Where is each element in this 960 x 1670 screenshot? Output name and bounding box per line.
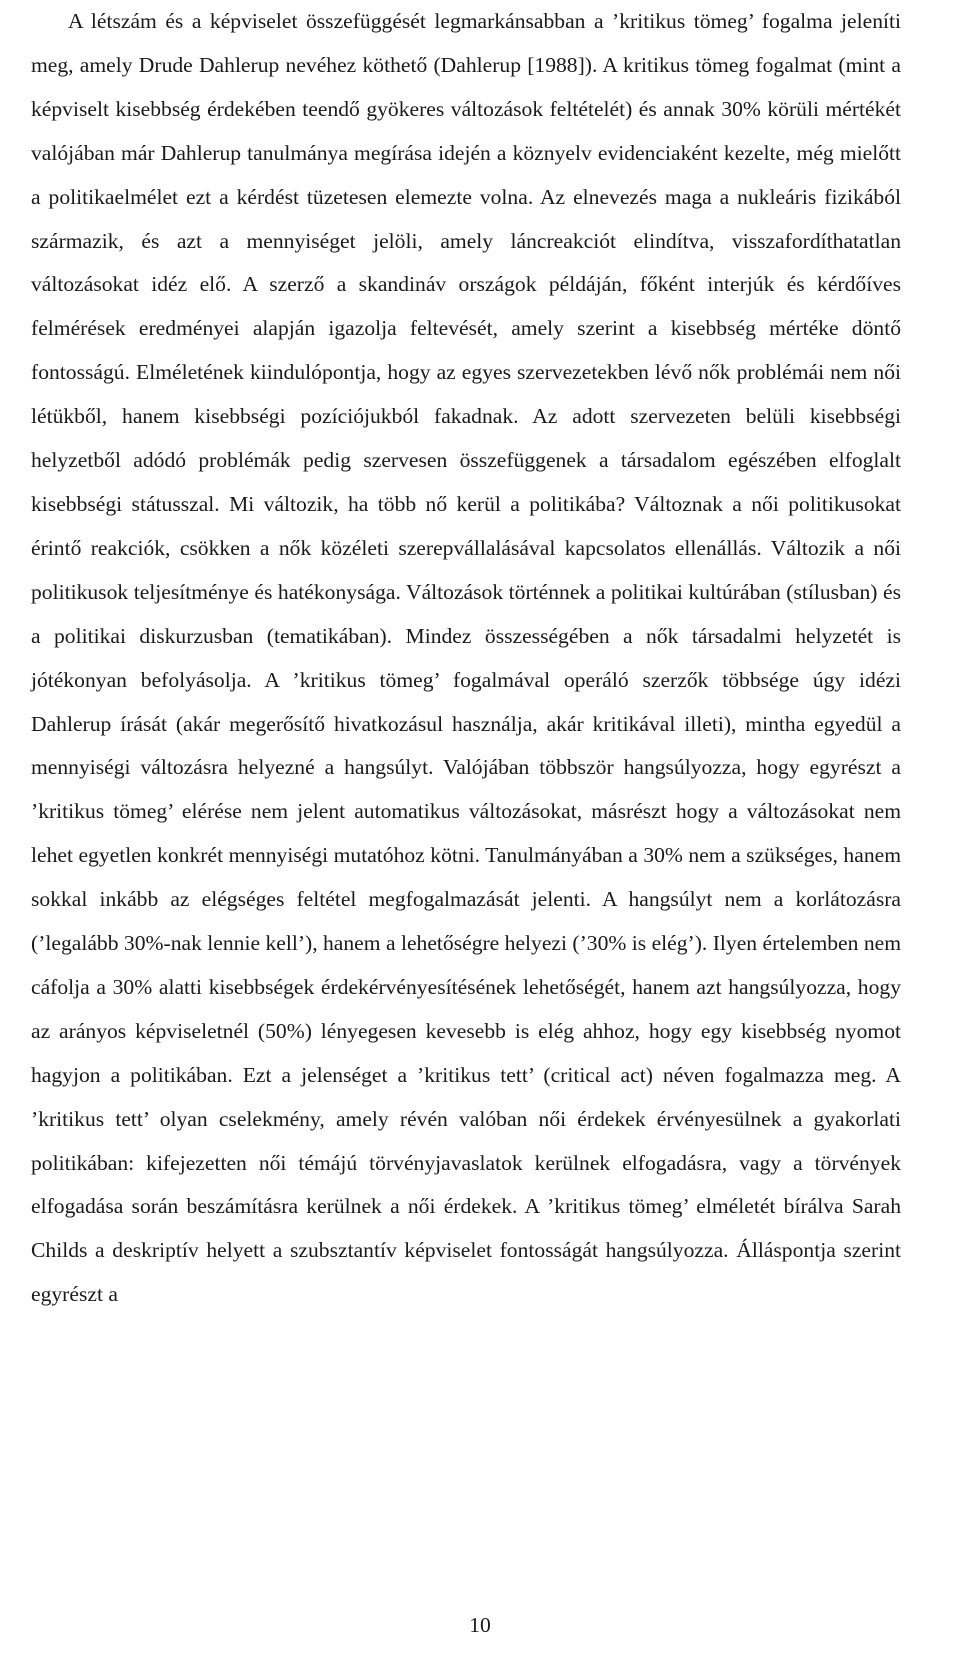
body-paragraph: A létszám és a képviselet összefüggését legmarkánsabban a ’kritikus tömeg’ fogalma jeleníti meg, amely Drude Dahlerup nevéhez köthető (Dahlerup [1988]). A kritikus tömeg fogalmat (mint a képviselt kisebbség érdekében teendő gyökeres változások feltételét) és annak 30% körüli mértékét valójában már Dahlerup tanulmánya megírása idején a köznyelv evidenciaként kezelte, még mielőtt a politikaelmélet ezt a kérdést tüzetesen elemezte volna. Az elnevezés maga a nukleáris fizikából származik, és azt a mennyiséget jelöli, amely láncreakciót elindítva, visszafordíthatatlan változásokat idéz elő. A szerző a skandináv országok példáján, főként interjúk és kérdőíves felmérések eredményei alapján igazolja feltevését, amely szerint a kisebbség mértéke döntő fontosságú. Elméletének kiindulópontja, hogy az egyes szervezetekben lévő nők problémái nem női létükből, hanem kisebbségi pozíciójukból fakadnak. Az adott szervezeten belüli kisebbségi helyzetből adódó problémák pedig szervesen összefüggenek a társadalom egészében elfoglalt kisebbségi státusszal. Mi változik, ha több nő kerül a politikába? Változnak a női politikusokat érintő reakciók, csökken a nők közéleti szerepvállalásával kapcsolatos ellenállás. Változik a női politikusok teljesítménye és hatékonysága. Változások történnek a politikai kultúrában (stílusban) és a politikai diskurzusban (tematikában). Mindez összességében a nők társadalmi helyzetét is jótékonyan befolyásolja. A ’kritikus tömeg’ fogalmával operáló szerzők többsége úgy idézi Dahlerup írását (akár megerősítő hivatkozásul használja, akár kritikával illeti), mintha egyedül a mennyiségi változásra helyezné a hangsúlyt. Valójában többször hangsúlyozza, hogy egyrészt a ’kritikus tömeg’ elérése nem jelent automatikus változásokat, másrészt hogy a változásokat nem lehet egyetlen konkrét mennyiségi mutatóhoz kötni. Tanulmányában a 30% nem a szükséges, hanem sokkal inkább az elégséges feltétel megfogalmazását jelenti. A hangsúlyt nem a korlátozásra (’legalább 30%-nak lennie kell’), hanem a lehetőségre helyezi (’30% is elég’). Ilyen értelemben nem cáfolja a 30% alatti kisebbségek érdekérvényesítésének lehetőségét, hanem azt hangsúlyozza, hogy az arányos képviseletnél (50%) lényegesen kevesebb is elég ahhoz, hogy egy kisebbség nyomot hagyjon a politikában. Ezt a jelenséget a ’kritikus tett’ (critical act) néven fogalmazza meg. A ’kritikus tett’ olyan cselekmény, amely révén valóban női érdekek érvényesülnek a gyakorlati politikában: kifejezetten női témájú törvényjavaslatok kerülnek elfogadásra, vagy a törvények elfogadása során beszámításra kerülnek a női érdekek. A ’kritikus tömeg’ elméletét bírálva Sarah Childs a deskriptív helyett a szubsztantív képviselet fontosságát hangsúlyozza. Álláspontja szerint egyrészt a bbox=[31, 9, 901, 1307]
page-number: 10 bbox=[469, 1613, 491, 1637]
